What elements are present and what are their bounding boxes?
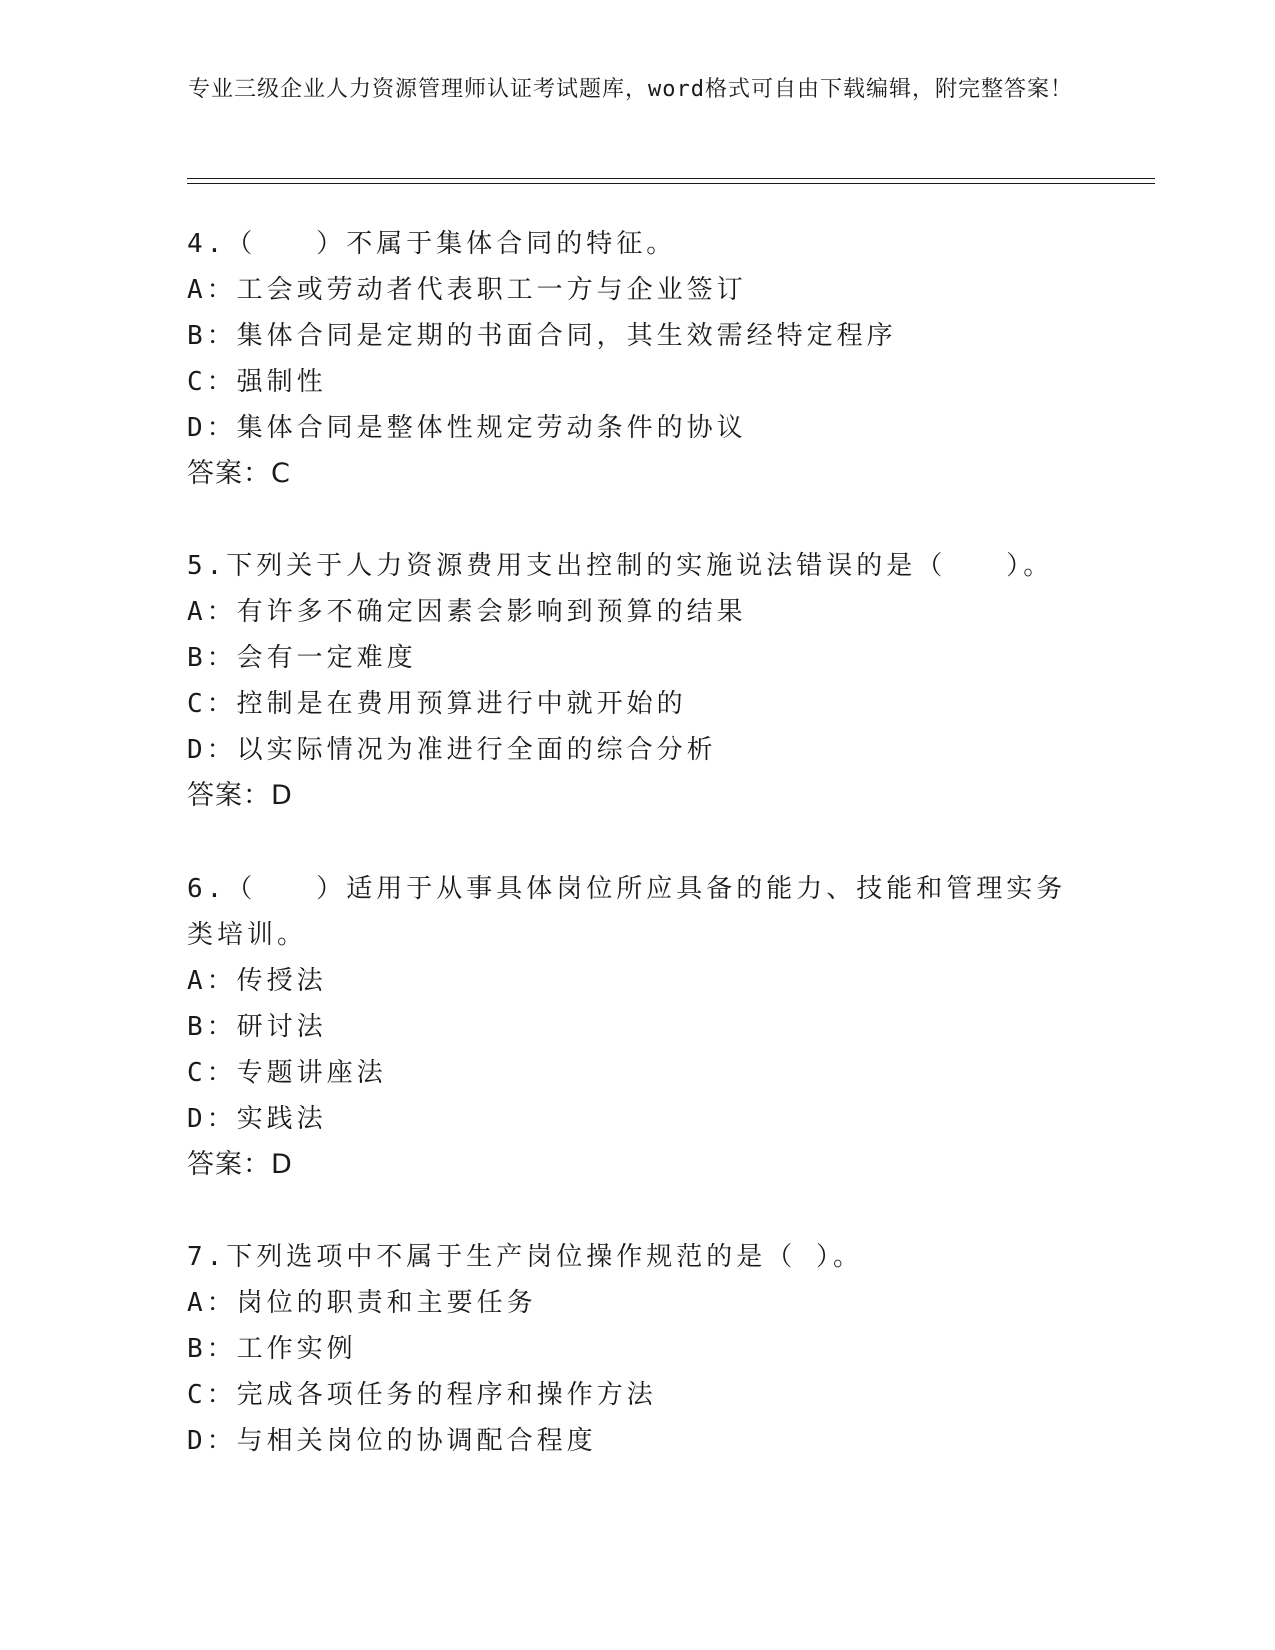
option-d: D：与相关岗位的协调配合程度: [187, 1426, 597, 1456]
option-b: B：集体合同是定期的书面合同，其生效需经特定程序: [187, 321, 897, 351]
answer-label: 答案：C: [187, 458, 291, 489]
option-a: A：有许多不确定因素会影响到预算的结果: [187, 597, 747, 627]
option-b: B：会有一定难度: [187, 643, 417, 673]
option-b: B：工作实例: [187, 1334, 357, 1364]
question-stem: 6.（ ）适用于从事具体岗位所应具备的能力、技能和管理实务类培训。: [187, 874, 1067, 950]
option-a: A：工会或劳动者代表职工一方与企业签订: [187, 275, 747, 305]
option-c: C：控制是在费用预算进行中就开始的: [187, 689, 687, 719]
option-d: D：实践法: [187, 1104, 327, 1134]
question-4: [187, 221, 1087, 497]
option-d: D：集体合同是整体性规定劳动条件的协议: [187, 413, 747, 443]
question-6: [187, 866, 1067, 1188]
option-b: B：研讨法: [187, 1012, 327, 1042]
question-stem: 5.下列关于人力资源费用支出控制的实施说法错误的是（ ）。: [187, 551, 1054, 581]
answer-label: 答案：D: [187, 780, 293, 811]
option-a: A：岗位的职责和主要任务: [187, 1288, 537, 1318]
answer-label: 答案：D: [187, 1149, 293, 1180]
question-5: [187, 543, 1087, 819]
option-a: A：传授法: [187, 966, 327, 996]
option-c: C：强制性: [187, 367, 327, 397]
question-stem: 4.（ ）不属于集体合同的特征。: [187, 229, 677, 259]
header-divider-top: [187, 178, 1155, 179]
question-stem: 7.下列选项中不属于生产岗位操作规范的是（ ）。: [187, 1242, 863, 1272]
document-header: 专业三级企业人力资源管理师认证考试题库，word格式可自由下载编辑，附完整答案！: [188, 77, 1073, 102]
option-c: C：专题讲座法: [187, 1058, 387, 1088]
question-7: [187, 1234, 1087, 1464]
option-c: C：完成各项任务的程序和操作方法: [187, 1380, 657, 1410]
option-d: D：以实际情况为准进行全面的综合分析: [187, 735, 717, 765]
header-divider-bottom: [187, 183, 1155, 184]
